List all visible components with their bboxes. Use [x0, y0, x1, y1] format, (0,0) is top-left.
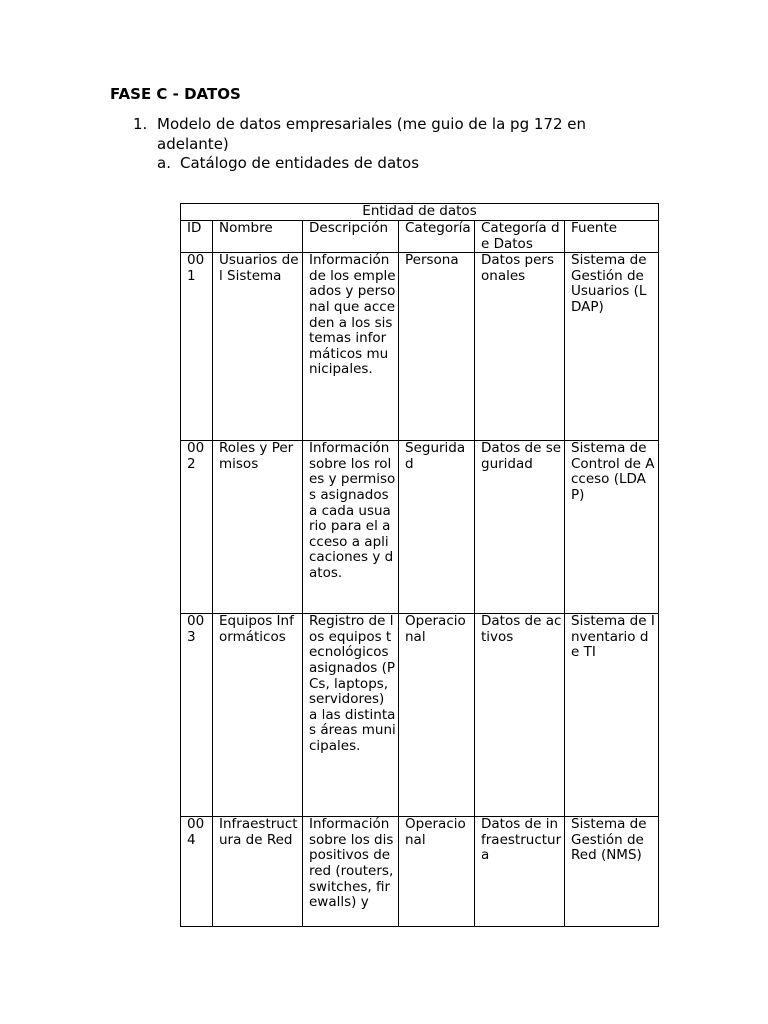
cell-id: 001 [181, 253, 213, 441]
cell-descripcion: Registro de los equipos tecnológicos asignados (PCs, laptops, servidores) a las distintas áreas municipales. [303, 614, 399, 817]
cell-id: 002 [181, 441, 213, 614]
cell-categoria: Operacional [399, 614, 475, 817]
cell-nombre: Usuarios del Sistema [213, 253, 303, 441]
sub-list-item-text: Catálogo de entidades de datos [180, 154, 420, 172]
column-header-descripcion: Descripción [303, 221, 399, 253]
table-row [181, 817, 659, 927]
cell-fuente: Sistema de Gestión de Usuarios (LDAP) [565, 253, 659, 441]
cell-nombre: Equipos Informáticos [213, 614, 303, 817]
cell-categoria-datos: Datos de infraestructura [475, 817, 565, 927]
table-row [181, 441, 659, 614]
cell-categoria: Persona [399, 253, 475, 441]
table-caption: Entidad de datos [181, 204, 659, 221]
cell-categoria-datos: Datos personales [475, 253, 565, 441]
table-row [181, 253, 659, 441]
cell-descripcion: Información sobre los roles y permisos asignados a cada usuario para el acceso a aplicaciones y datos. [303, 441, 399, 614]
cell-fuente: Sistema de Gestión de Red (NMS) [565, 817, 659, 927]
cell-id: 003 [181, 614, 213, 817]
cell-fuente: Sistema de Control de Acceso (LDAP) [565, 441, 659, 614]
cell-nombre: Infraestructura de Red [213, 817, 303, 927]
entity-catalog-table [180, 203, 659, 927]
page-title: FASE C - DATOS [110, 85, 241, 103]
cell-categoria-datos: Datos de seguridad [475, 441, 565, 614]
cell-categoria: Seguridad [399, 441, 475, 614]
cell-fuente: Sistema de Inventario de TI [565, 614, 659, 817]
cell-id: 004 [181, 817, 213, 927]
column-header-fuente: Fuente [565, 221, 659, 253]
list-item-text: Modelo de datos empresariales (me guio de la pg 172 en adelante) [157, 115, 586, 153]
column-header-nombre: Nombre [213, 221, 303, 253]
column-header-id: ID [181, 221, 213, 253]
cell-descripcion: Información de los empleados y personal que acceden a los sistemas informáticos municipales. [303, 253, 399, 441]
cell-categoria-datos: Datos de activos [475, 614, 565, 817]
cell-descripcion: Información sobre los dispositivos de red (routers, switches, firewalls) y [303, 817, 399, 927]
cell-categoria: Operacional [399, 817, 475, 927]
table-caption-row [181, 204, 659, 221]
column-header-categoria: Categoría [399, 221, 475, 253]
sub-list-letter: a. [157, 154, 171, 172]
table-header-row [181, 221, 659, 253]
list-number: 1. [133, 115, 148, 133]
column-header-categoria-datos: Categoría de Datos [475, 221, 565, 253]
table-row [181, 614, 659, 817]
cell-nombre: Roles y Permisos [213, 441, 303, 614]
